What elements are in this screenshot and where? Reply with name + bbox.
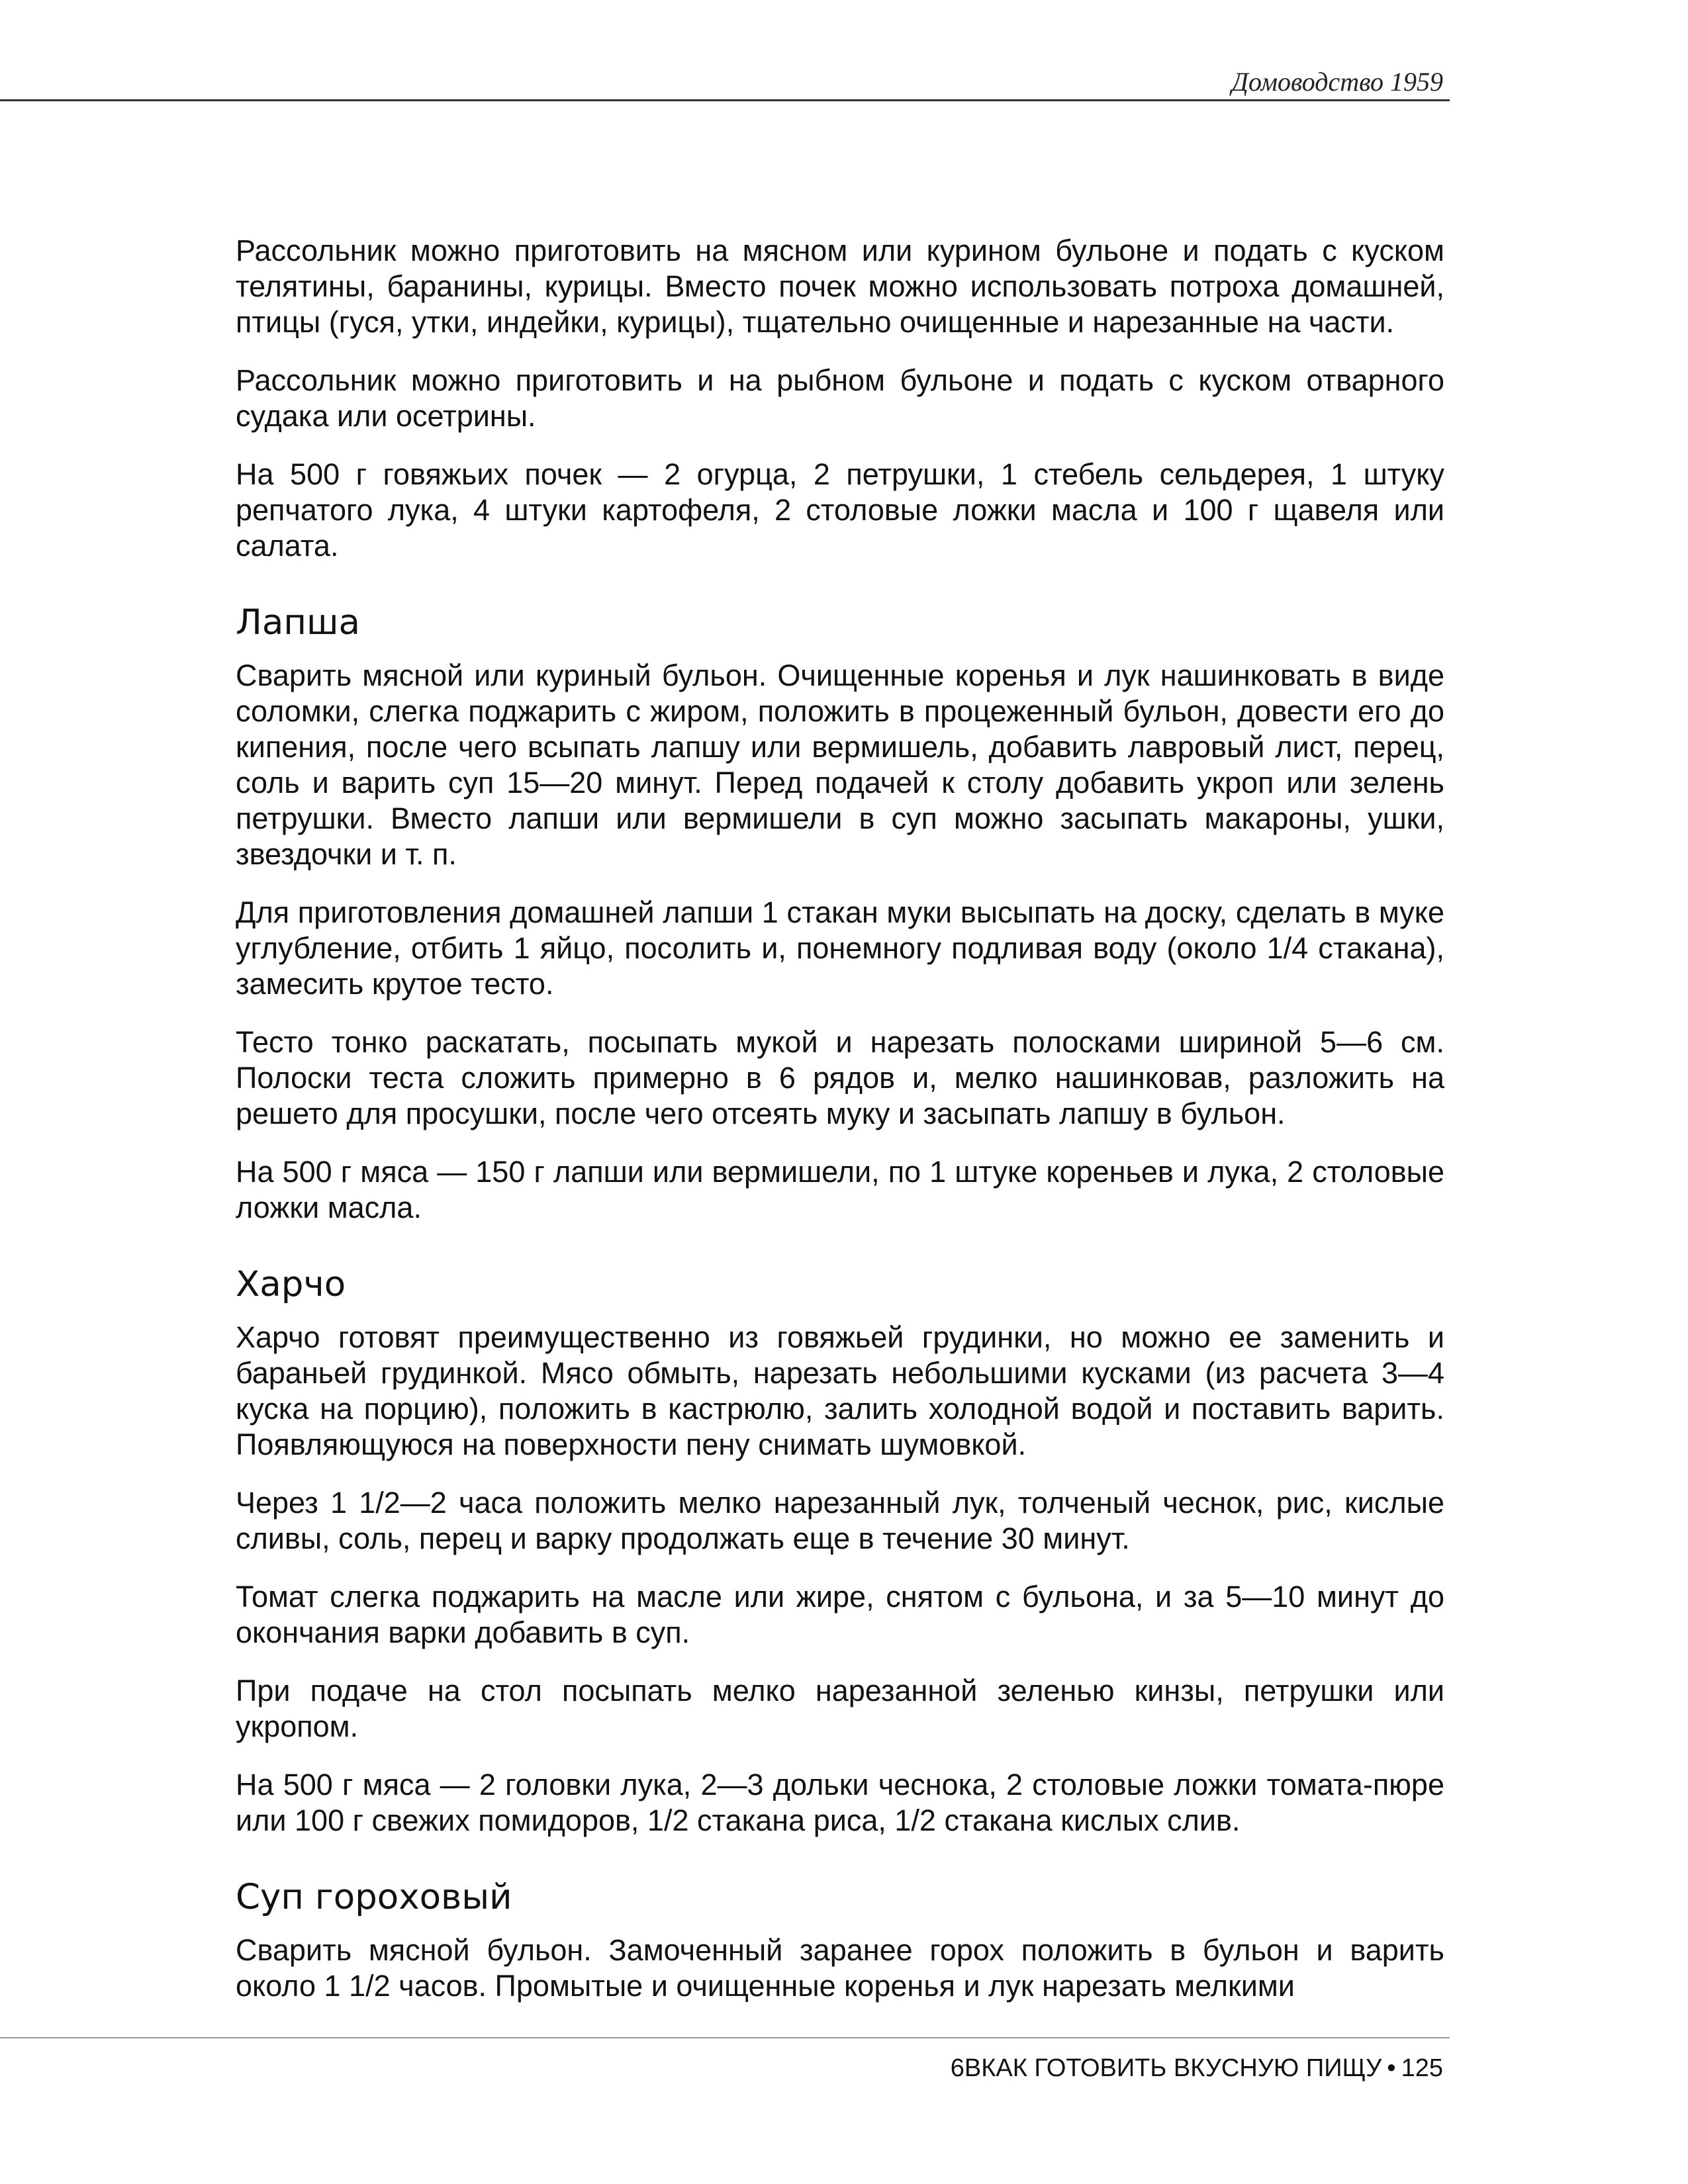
paragraph: На 500 г мяса — 2 головки лука, 2—3 дольки чеснока, 2 столовые ложки томата-пюре или 100 г свежих помидоров, 1/2 стакана риса, 1/2 стакана кислых слив. [236,1768,1444,1837]
paragraph: Рассольник можно приготовить и на рыбном бульоне и подать с куском отварного судака или осетрины. [236,363,1444,433]
bullet-icon: • [1387,2054,1396,2082]
section-title-kharcho: Харчо [236,1264,346,1304]
paragraph: Томат слегка поджарить на масле или жире, снятом с бульона, и за 5—10 минут до окончания варки добавить в суп. [236,1580,1444,1649]
header-rule [0,99,1450,101]
page-content [236,233,1444,2026]
paragraph: Сварить мясной бульон. Замоченный заранее горох положить в бульон и варить около 1 1/2 часов. Промытые и очищенные коренья и лук нарезать мелкими [236,1933,1444,2003]
paragraph: Тесто тонко раскатать, посыпать мукой и нарезать полосками шириной 5—6 см. Полоски теста сложить примерно в 6 рядов и, мелко нашинковав, разложить на решето для просушки, после чего отсеять муку и засыпать лапшу в бульон. [236,1025,1444,1130]
footer-chapter-title: 6ВКАК ГОТОВИТЬ ВКУСНУЮ ПИЩУ [950,2054,1382,2082]
paragraph: Через 1 1/2—2 часа положить мелко нарезанный лук, толченый чеснок, рис, кислые сливы, соль, перец и варку продолжать еще в течение 30 минут. [236,1486,1444,1555]
section-title-lapsha: Лапша [236,602,360,643]
paragraph: Харчо готовят преимущественно из говяжьей грудинки, но можно ее заменить и бараньей грудинкой. Мясо обмыть, нарезать небольшими кусками (из расчета 3—4 куска на порцию), положить в кастрюлю, залить холодной водой и поставить варить. Появляющуюся на поверхности пену снимать шумовкой. [236,1320,1444,1461]
footer-rule [0,2037,1450,2038]
paragraph: Рассольник можно приготовить на мясном или курином бульоне и подать с куском телятины, баранины, курицы. Вместо почек можно использовать потроха домашней, птицы (гуся, утки, индейки, курицы), тщательно очищенные и нарезанные на части. [236,234,1444,339]
paragraph: Сварить мясной или куриный бульон. Очищенные коренья и лук нашинковать в виде соломки, слегка поджарить с жиром, положить в процеженный бульон, довести его до кипения, после чего всыпать лапшу или вермишель, добавить лавровый лист, перец, соль и варить суп 15—20 минут. Перед подачей к столу добавить укроп или зелень петрушки. Вместо лапши или вермишели в суп можно засыпать макароны, ушки, звездочки и т. п. [236,659,1444,871]
page-number: 125 [1401,2054,1443,2082]
paragraph: На 500 г говяжьих почек — 2 огурца, 2 петрушки, 1 стебель сельдерея, 1 штуку репчатого лука, 4 штуки картофеля, 2 столовые ложки масла и 100 г щавеля или салата. [236,457,1444,563]
paragraph: На 500 г мяса — 150 г лапши или вермишели, по 1 штуке кореньев и лука, 2 столовые ложки масла. [236,1155,1444,1224]
section-title-pea-soup: Суп гороховый [236,1877,512,1917]
paragraph: При подаче на стол посыпать мелко нарезанной зеленью кинзы, петрушки или укропом. [236,1674,1444,1743]
page-footer [951,2054,1443,2083]
running-header-title: Домоводство 1959 [1231,67,1443,97]
paragraph: Для приготовления домашней лапши 1 стакан муки высыпать на доску, сделать в муке углубление, отбить 1 яйцо, посолить и, понемногу подливая воду (около 1/4 стакана), замесить крутое тесто. [236,895,1444,1001]
